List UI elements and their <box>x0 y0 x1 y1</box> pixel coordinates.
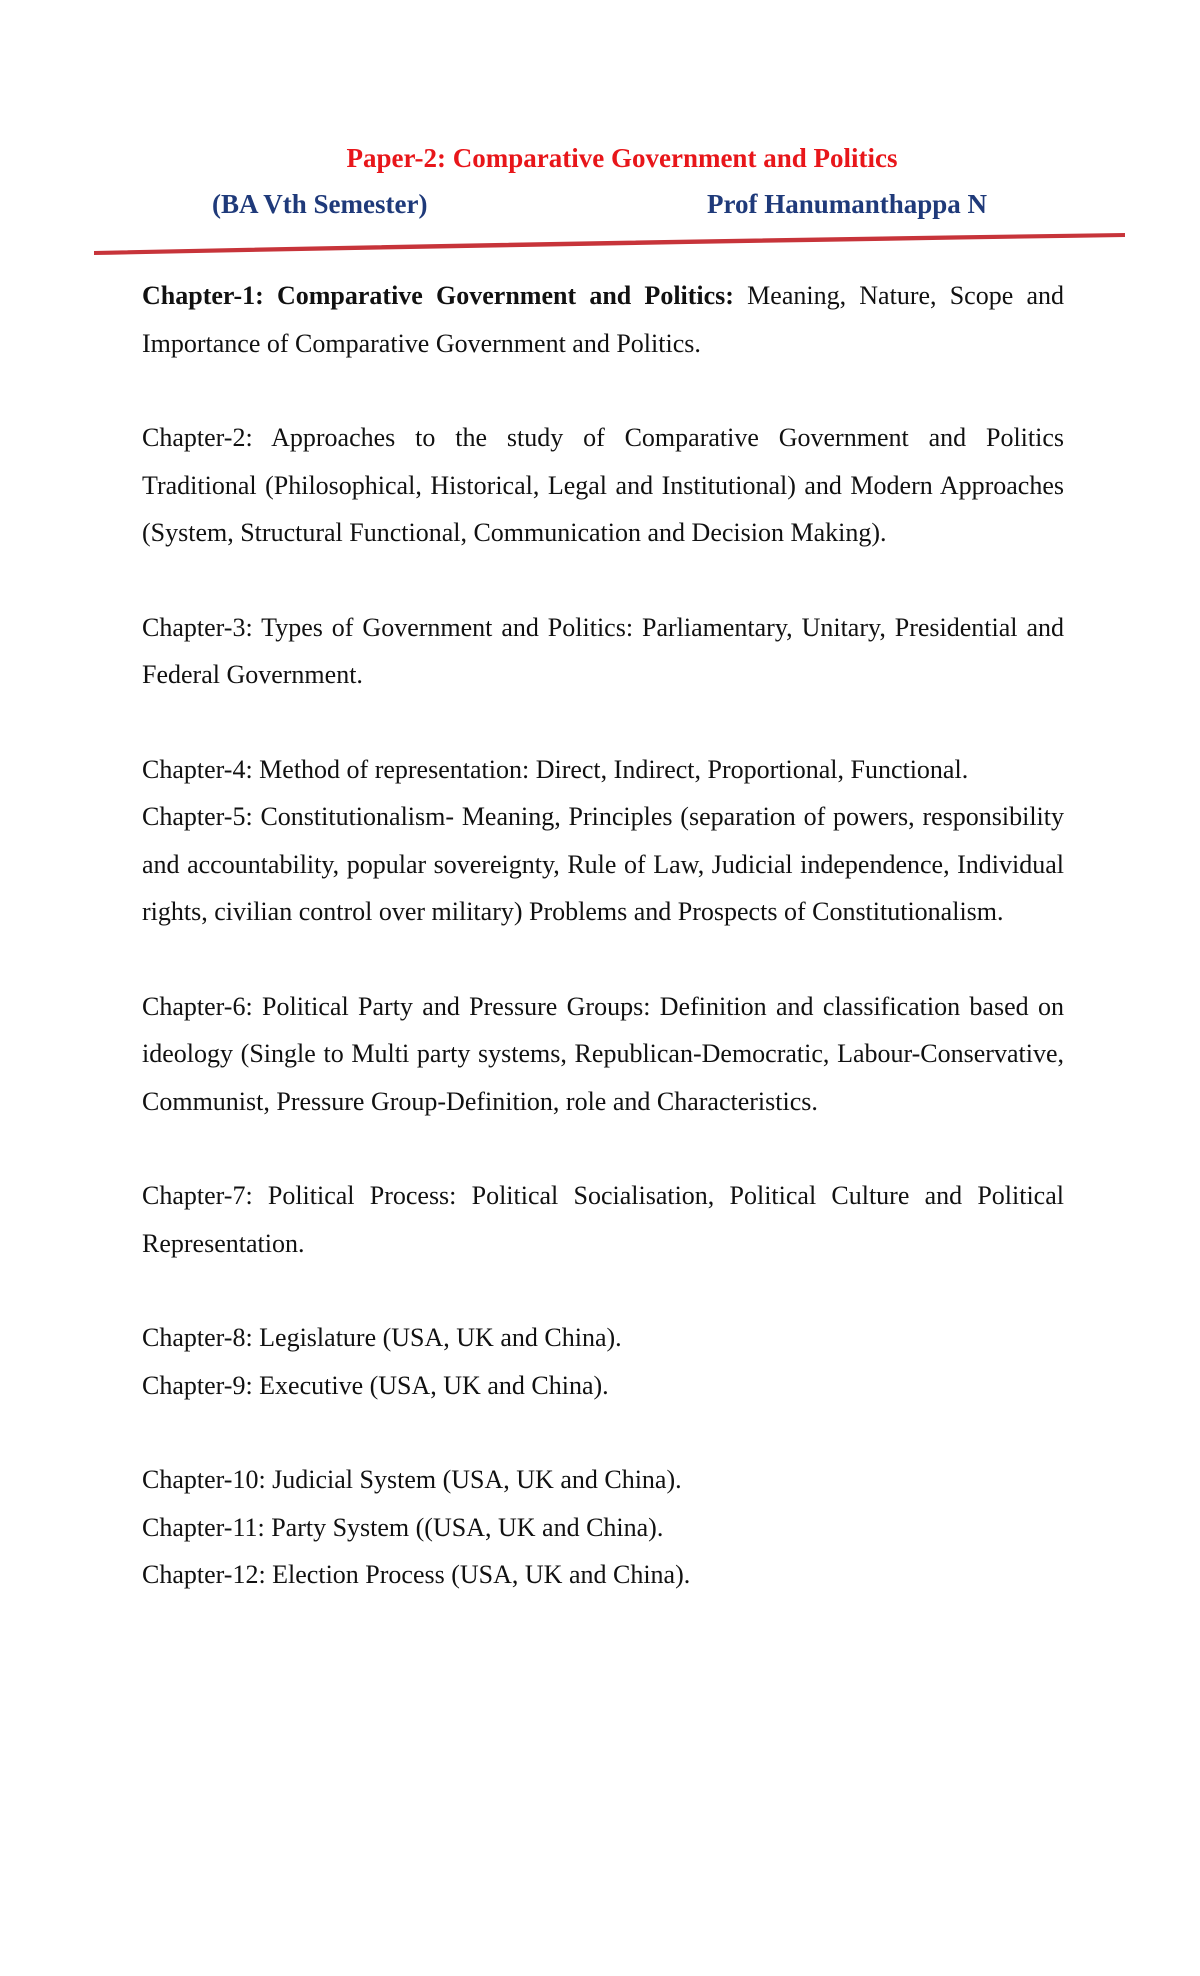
chapter-1-heading: Chapter-1: Comparative Government and Politics: <box>142 281 734 310</box>
chapter-8: Chapter-8: Legislature (USA, UK and China). <box>142 1323 622 1352</box>
chapter-12: Chapter-12: Election Process (USA, UK and China). <box>142 1560 691 1589</box>
chapter-6: Chapter-6: Political Party and Pressure Groups: Definition and classification based on ideology (Single to Multi party systems, Republican-Democratic, Labour-Conservative, Communist, Pressure Group-Definition, role and Characteristics. <box>142 991 1064 1116</box>
paper-title: Paper-2: Comparative Government and Politics <box>346 143 898 173</box>
chapter-1 <box>142 272 1064 367</box>
semester-label: (BA Vth Semester) <box>212 189 428 219</box>
chapter-5: Chapter-5: Constitutionalism- Meaning, Principles (separation of powers, responsibility and accountability, popular sovereignty, Rule of Law, Judicial independence, Individual rights, civilian control over military) Problems and Prospects of Constitutionalism. <box>142 802 1064 926</box>
header-rule-line <box>94 233 1125 255</box>
chapter-3: Chapter-3: Types of Government and Politics: Parliamentary, Unitary, Presidential and Federal Government. <box>142 612 1064 689</box>
paragraph-spacer <box>142 936 1064 983</box>
page-title <box>0 141 1200 175</box>
paragraph-spacer <box>142 1267 1064 1314</box>
author-name: Prof Hanumanthappa N <box>707 189 988 219</box>
chapter-2: Chapter-2: Approaches to the study of Comparative Government and Politics Traditional (Philosophical, Historical, Legal and Institutional) and Modern Approaches (System, Structural Functional, Communication and Decision Making). <box>142 423 1064 547</box>
paragraph-spacer <box>142 1409 1064 1456</box>
chapter-11: Chapter-11: Party System ((USA, UK and China). <box>142 1512 664 1542</box>
chapter-1-text: Meaning, Nature, Scope and Importance of Comparative Government and Politics. <box>142 281 1064 358</box>
chapter-10: Chapter-10: Judicial System (USA, UK and China). <box>142 1465 682 1494</box>
chapter-4: Chapter-4: Method of representation: Direct, Indirect, Proportional, Functional. <box>142 754 969 784</box>
paragraph-spacer <box>142 367 1064 414</box>
chapter-9: Chapter-9: Executive (USA, UK and China). <box>142 1370 609 1400</box>
chapter-7: Chapter-7: Political Process: Political Socialisation, Political Culture and Political Representation. <box>142 1181 1064 1258</box>
paragraph-spacer <box>142 699 1064 746</box>
paragraph-spacer <box>142 557 1064 604</box>
paragraph-spacer <box>142 1125 1064 1172</box>
syllabus-body <box>142 272 1064 1599</box>
